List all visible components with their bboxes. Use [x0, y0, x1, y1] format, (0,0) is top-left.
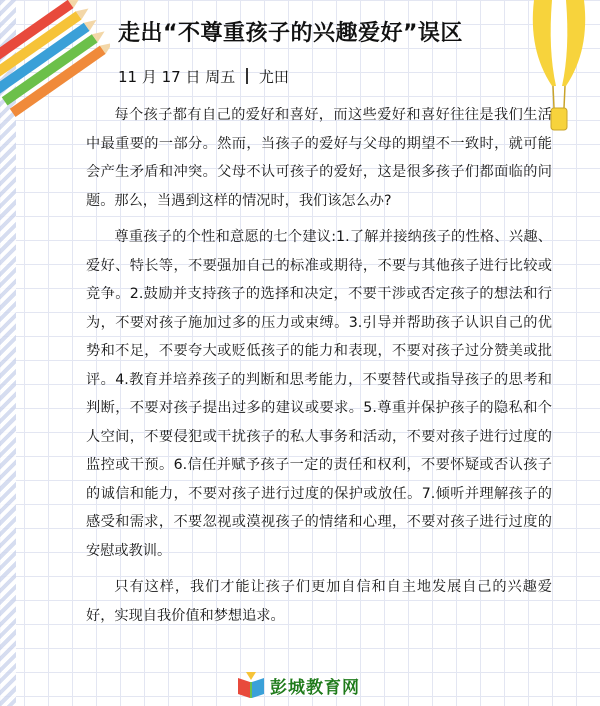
paragraph-conclusion: 只有这样，我们才能让孩子们更加自信和自主地发展自己的兴趣爱好，实现自我价值和梦想追求。 — [86, 579, 552, 624]
article-dateline — [118, 66, 289, 88]
article-author: 尤田 — [258, 68, 289, 86]
paragraph-suggestions: 尊重孩子的个性和意愿的七个建议:1.了解并接纳孩子的性格、兴趣、爱好、特长等，不要强加自己的标准或期待，不要与其他孩子进行比较或竞争。2.鼓励并支持孩子的选择和决定，不要干涉或否定孩子的想法和行为，不要对孩子施加过多的压力或束缚。3.引导并帮助孩子认识自己的优势和不足，不要夸大或贬低孩子的能力和表现，不要对孩子过分赞美或批评。4.教育并培养孩子的判断和思考能力，不要替代或指导孩子的思考和判断，不要对孩子提出过多的建议或要求。5.尊重并保护孩子的隐私和个人空间，不要侵犯或干扰孩子的私人事务和活动，不要对孩子进行过度的监控或干预。6.信任并赋予孩子一定的责任和权利，不要怀疑或否认孩子的诚信和能力，不要对孩子进行过度的保护或放任。7.倾听并理解孩子的感受和需求，不要忽视或漠视孩子的情绪和心理，不要对孩子进行过度的安慰或教训。 — [86, 229, 552, 559]
paragraph-intro: 每个孩子都有自己的爱好和喜好，而这些爱好和喜好往往是我们生活中最重要的一部分。然而，当孩子的爱好与父母的期望不一致时，就可能会产生矛盾和冲突。父母不认可孩子的爱好，这是很多孩子们都面临的问题。那么，当遇到这样的情况时，我们该怎么办? — [86, 107, 552, 209]
dateline-divider — [246, 68, 248, 84]
article-body — [86, 101, 552, 638]
book-logo-icon — [236, 670, 266, 700]
watermark-text: 彭城教育网 — [270, 677, 360, 698]
article-title: 走出“不尊重孩子的兴趣爱好”误区 — [118, 21, 463, 46]
article-date: 11 月 17 日 — [118, 68, 201, 86]
site-watermark — [236, 668, 386, 702]
article-weekday: 周五 — [205, 68, 236, 86]
